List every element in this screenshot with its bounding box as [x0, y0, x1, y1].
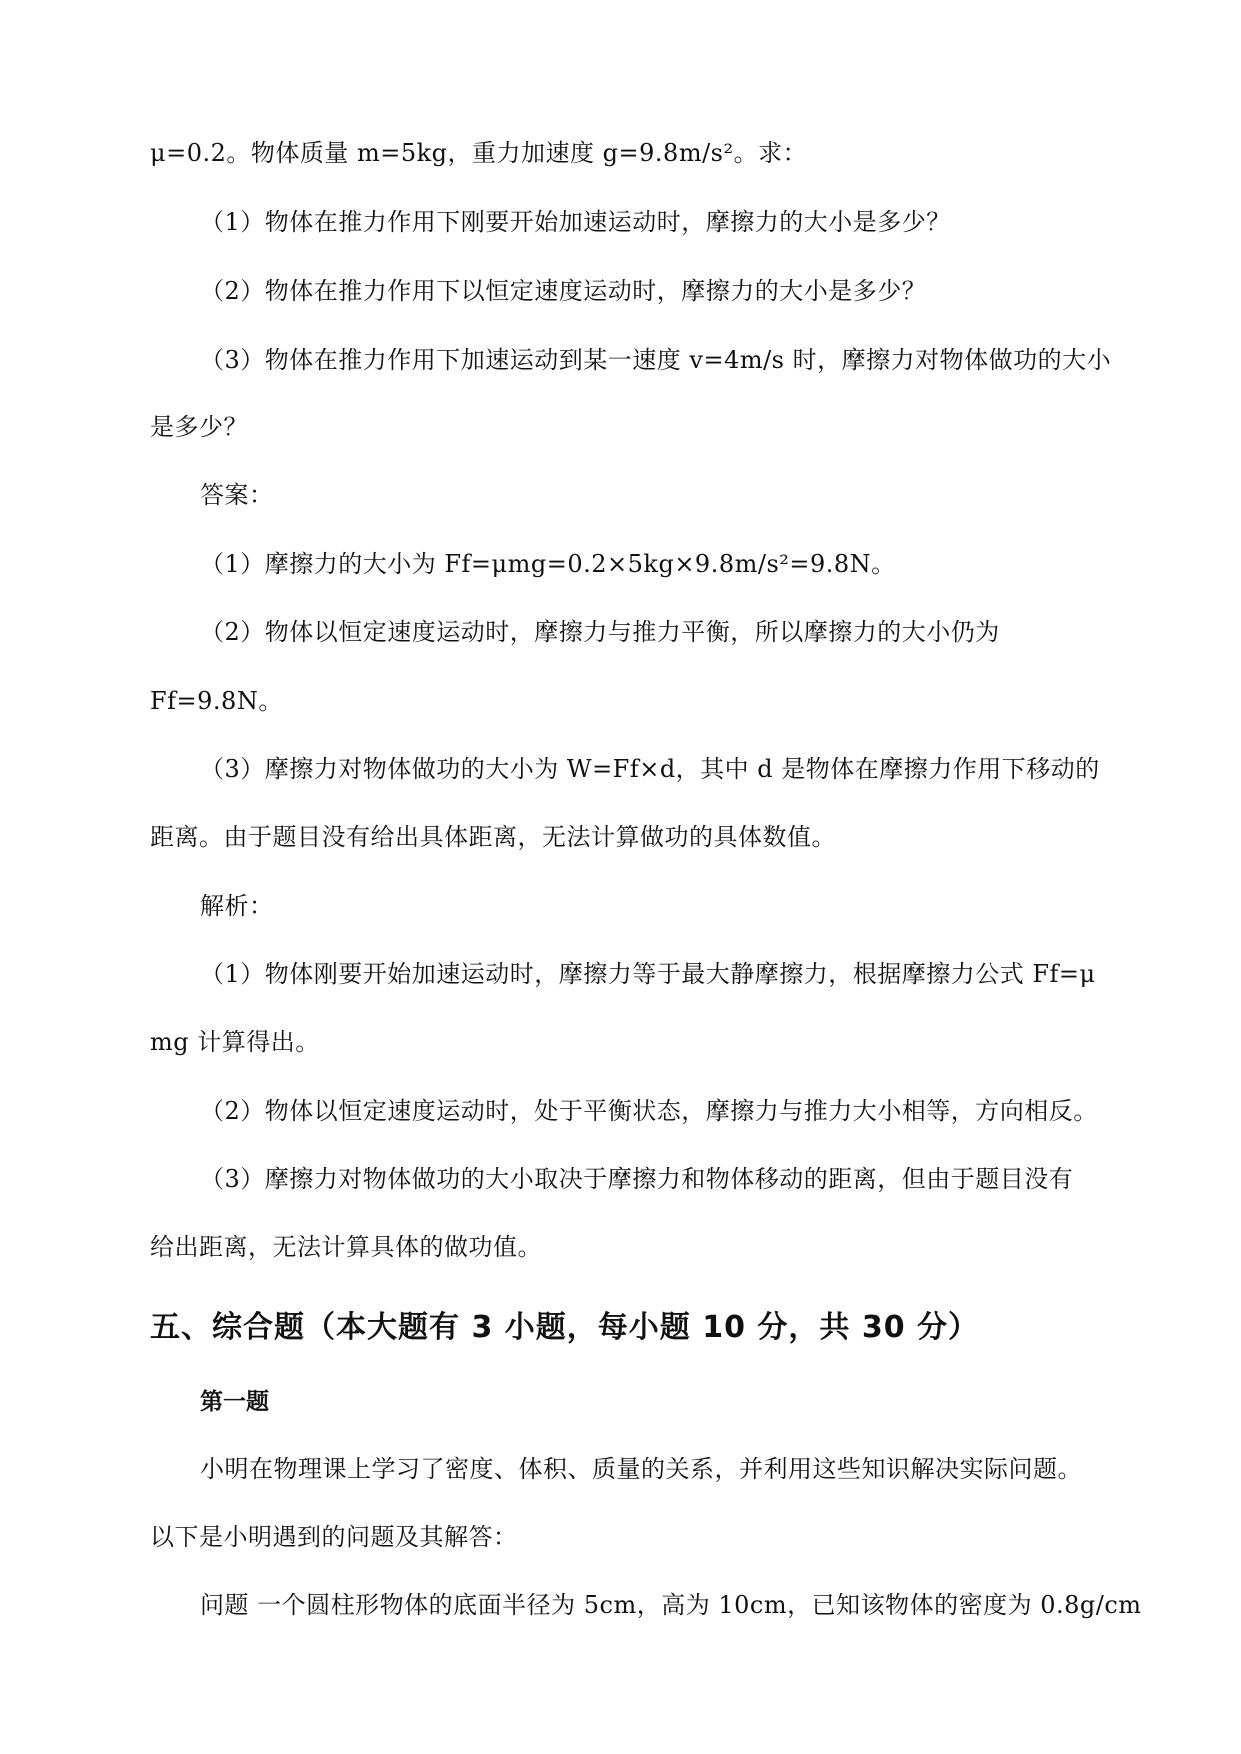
question-3-text-continued: 是多少？	[150, 413, 248, 441]
analysis-3-text-continued: 给出距离，无法计算具体的做功值。	[150, 1233, 542, 1261]
analysis-label: 解析：	[200, 892, 274, 920]
answer-label: 答案：	[200, 481, 274, 509]
section-heading: 五、综合题（本大题有 3 小题，每小题 10 分，共 30 分）	[150, 1310, 980, 1345]
problem-statement-text: 问题 一个圆柱形物体的底面半径为 5cm，高为 10cm，已知该物体的密度为 0.8g/cm	[200, 1591, 1142, 1619]
analysis-3-text: （3）摩擦力对物体做功的大小取决于摩擦力和物体移动的距离，但由于题目没有	[200, 1165, 1074, 1193]
question-3-text: （3）物体在推力作用下加速运动到某一速度 v=4m/s 时，摩擦力对物体做功的大小	[200, 346, 1112, 374]
analysis-1-text: （1）物体刚要开始加速运动时，摩擦力等于最大静摩擦力，根据摩擦力公式 Ff=μ	[200, 960, 1096, 988]
answer-1-text: （1）摩擦力的大小为 Ff=μmg=0.2×5kg×9.8m/s²=9.8N。	[200, 550, 896, 578]
problem-intro-text-continued: 以下是小明遇到的问题及其解答：	[150, 1523, 518, 1551]
answer-2-text: （2）物体以恒定速度运动时，摩擦力与推力平衡，所以摩擦力的大小仍为	[200, 618, 1000, 646]
answer-2-text-continued: Ff=9.8N。	[150, 687, 283, 715]
problem-given-text: μ=0.2。物体质量 m=5kg，重力加速度 g=9.8m/s²。求：	[150, 139, 808, 167]
analysis-2-text: （2）物体以恒定速度运动时，处于平衡状态，摩擦力与推力大小相等，方向相反。	[200, 1097, 1098, 1125]
analysis-1-text-continued: mg 计算得出。	[150, 1028, 320, 1056]
problem-intro-text: 小明在物理课上学习了密度、体积、质量的关系，并利用这些知识解决实际问题。	[200, 1455, 1082, 1483]
question-1-text: （1）物体在推力作用下刚要开始加速运动时，摩擦力的大小是多少？	[200, 208, 951, 236]
question-2-text: （2）物体在推力作用下以恒定速度运动时，摩擦力的大小是多少？	[200, 277, 927, 305]
answer-3-text-continued: 距离。由于题目没有给出具体距离，无法计算做功的具体数值。	[150, 823, 836, 851]
question-heading: 第一题	[200, 1389, 269, 1415]
answer-3-text: （3）摩擦力对物体做功的大小为 W=Ff×d，其中 d 是物体在摩擦力作用下移动的	[200, 755, 1100, 783]
